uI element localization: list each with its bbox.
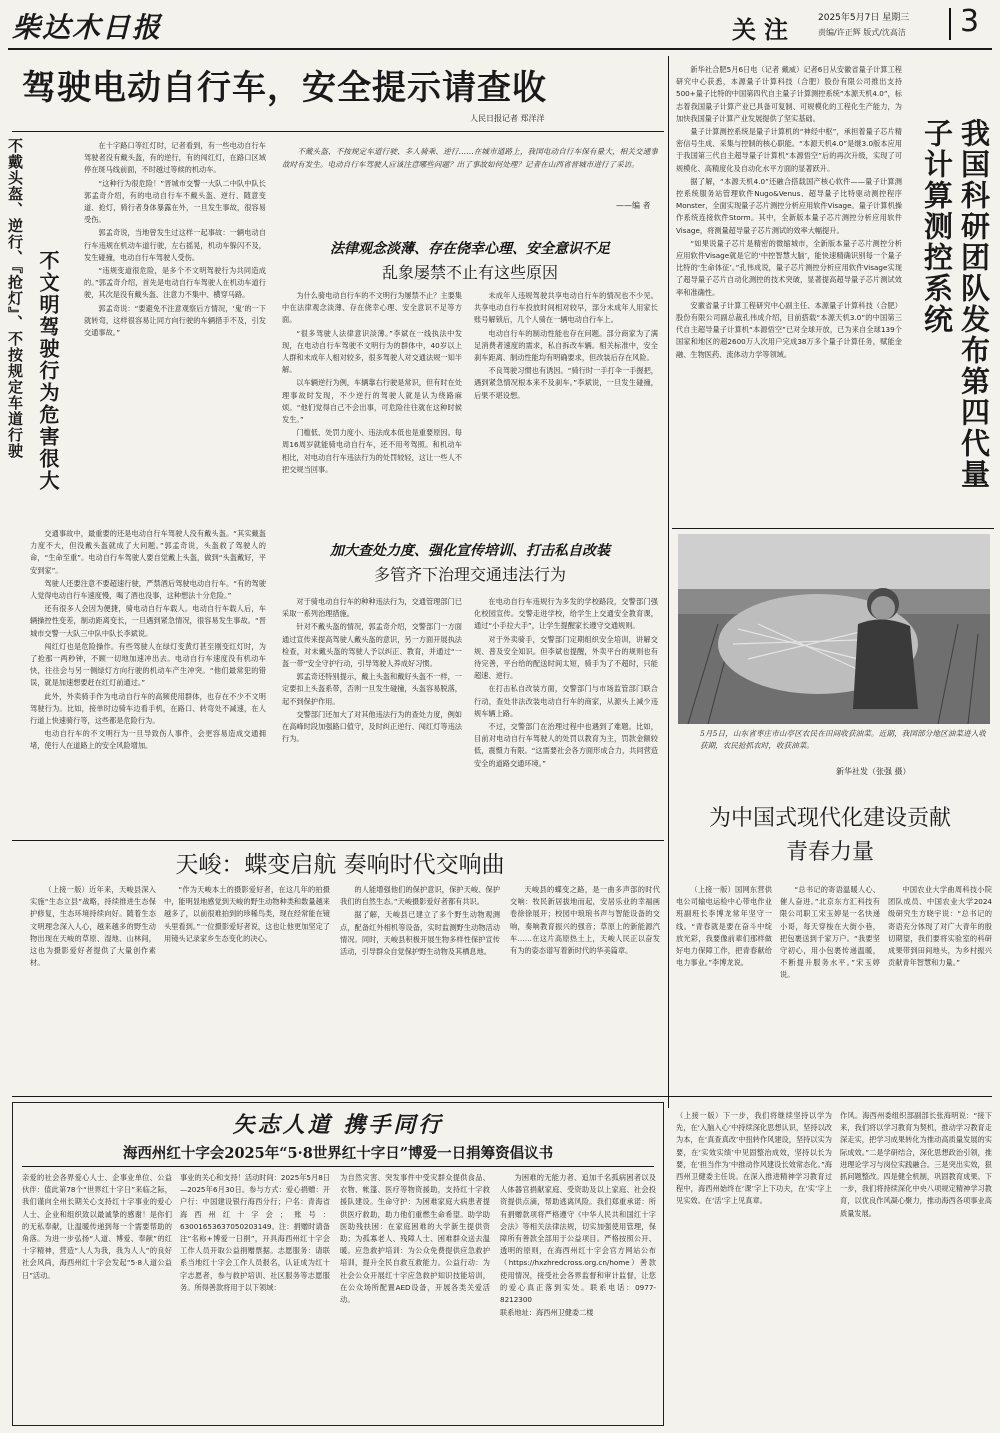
article5-col1: 亲爱的社会各界爱心人士、企事业单位、公益伙伴：值此第78个“世界红十字日”来临之际，我们谨向全州长期关心支持红十字事业的爱心人士、企业和组织致以最诚挚的感谢！是你们的无私奉献，让温暖传递到每一个需要帮助的角落。为进一步弘扬“人道、博爱、奉献”的红十字精神，营造“人人为我，我为人人”的良好社会风尚，海西州红十字会发起“5·8人道公益日”活动。: [22, 1173, 172, 1280]
paragraph: “很多驾驶人法律意识淡薄。”李斌在一线执法中发现，在电动自行车驾驶不文明行为的群体中，40岁以上人群和未成年人相对较多，很多驾驶人对交通法规一知半解。: [282, 328, 462, 375]
paper-name: 柴达木日报: [12, 11, 163, 44]
contact-address: 联系地址：海西州卫健委二楼: [500, 1308, 594, 1318]
article1-side-title-a: 不戴头盔、逆行、『抢灯』、不按规定车道行驶: [6, 138, 24, 459]
paragraph: 郭孟奇说，当地曾发生过这样一起事故：一辆电动自行车违规在机动车道行驶，左右摇晃，机动车躲闪不及，发生碰撞，电动自行车驾驶人受伤。: [84, 228, 266, 262]
paragraph: 交警部门还加大了对其他违法行为的查处力度，例如在高峰时段加强路口值守，及时纠正逆行、闯红灯等违法行为。: [282, 709, 462, 744]
article5-col4: [500, 1172, 656, 1420]
paragraph: 据了解，天峻县已建立了多个野生动物观测点，配备红外相机等设备，实时监测野生动物活动情况。同时，天峻县积极开展生物多样性保护宣传活动，引导群众自觉保护野生动物及其栖息地。: [340, 910, 500, 957]
paragraph: 的人能增强他们的保护意识，保护天峻、保护我们的自然生态。”天峻摄影爱好者都有共识。: [340, 885, 500, 907]
article5-col2: 事业的关心和支持！活动时间：2025年5月8日—2025年6月30日。参与方式：爱心捐赠：开户行：中国建设银行海西分行；户名：青海省海西州红十字会；账号：63001653637050203149。注：捐赠时请备注“名称+博爱一日捐”，开具海西州红十字会工作人员开取公益捐赠票据。志愿服务：请联系当地红十字会工作人员报名，认证成为红十字志愿者，参与救护培训、社区服务等志愿服务。所得善款将用于以下领域：: [180, 1173, 330, 1292]
sub2-title: 多管齐下治理交通违法行为: [373, 565, 566, 584]
paragraph: “这种行为很危险！”晋城市交警一大队二中队中队长郭孟奇介绍，有的电动自行车不戴头盔、逆行、随意变道、抢灯，骑行者身体暴露在外，一旦发生事故，很容易受伤。: [84, 178, 266, 225]
article5-headline: 海西州红十字会2025年“5·8世界红十字日”博爱一日捐筹资倡议书: [122, 1145, 554, 1162]
paragraph: 电动自行车的制动性能也存在问题。部分商家为了满足消费者速度的需求，私自拆改车辆。相关标准中，安全刹车距离、制动性能均有明确要求，但改装后存在风险。: [474, 328, 658, 363]
paragraph: 还有很多人会因为便捷，骑电动自行车载人。电动自行车载人后，车辆操控性变差，制动距离变长，一旦遇到紧急情况，很容易发生事故。“晋城市交警一大队三中队中队长李斌说。: [30, 604, 266, 638]
farmer-harvest-image: [678, 534, 990, 724]
article4-headline: 为中国式现代化建设贡献青春力量: [708, 806, 951, 865]
paragraph: 据了解，“本源天机4.0”还融合搭载国产核心软件——量子计算测控系统服务站管理软件Nugo&Venus、超导量子比特驱动测控程序Monster，全面实现量子芯片测控分析应用软件Visage。量子计算机操作系统连接软件Storm。其中，全新版本量子芯片测控分析应用软件Visage，将测量超导量子芯片测试的效率大幅提升。: [676, 176, 902, 235]
paragraph: 为困难的无能力者、追加千名孤病困者以及人体器官捐献家庭、受资助及以上家庭、社会投资提供点滴，帮助逃离风险。我们郑重承诺：所有捐赠款项将严格遵守《中华人民共和国红十字会法》等相关法律法规，切实加强使用管理，保障所有善款全部用于公益项目。严格按照公开、透明的原则，在海西州红十字会官方网站公布（https://hxzhredcross.org.cn/home）善款使用情况，接受社会各界监督和审计监督，让您的爱心真正落到实处。联系电话：0977-8212300: [500, 1173, 656, 1305]
article3-col3: [340, 884, 500, 1084]
photo-caption: 5月5日，山东省枣庄市山亭区农民在田间收获油菜。近期，我国部分地区油菜进入收获期，农民抢抓农时，收获油菜。: [700, 729, 986, 751]
paragraph: 在打击私自改装方面，交警部门与市场监管部门联合行动，查处非法改装电动自行车的商家，从源头上减少违规车辆上路。: [474, 684, 658, 718]
article6-col1: （上接一版）下一步，我们将继续坚持以学为先，在‘入脑入心’中持续深化思想认识，坚持以改为本，在‘真查真改’中扭转作风建设，坚持以实为要，在‘实效实绩’中见固整治成效，坚持以长为要，在‘担当作为’中推动作风建设长效常态化。”海西州卫健委主任说。在深入推进精神学习教育过程中，海西州始终在‘课’字上下功夫，在‘实’字上见实效。在‘活’字上见真章。: [676, 1111, 832, 1206]
paragraph: “如果说量子芯片是精密的微缩城市，全新版本量子芯片测控分析应用软件Visage就是它的‘中控智慧大脑’，能快速精确识别每一个量子比特的‘生命体征’。”孔伟成说，量子芯片测控分析应用软件Visage实现了超导量子芯片自动化测控的技术突破，显著提高超导量子芯片测试效率和准确性。: [676, 238, 902, 297]
paragraph: 郭孟奇说：“要避免不注意观察后方情况，‘鬼’的一下就转弯，这样很容易让同方向行驶的车辆措手不及，引发交通事故。”: [84, 303, 266, 338]
paragraph: 驾驶人还要注意不要超速行驶，严禁酒后驾驶电动自行车。“有的驾驶人觉得电动自行车速度慢，喝了酒也没事，这种想法十分危险。”: [30, 578, 266, 601]
paragraph: 为什么骑电动自行车的不文明行为屡禁不止？主要集中在法律观念淡薄、存在侥幸心理、安全意识不足等方面。: [282, 291, 462, 325]
lower-rule: [12, 1096, 992, 1097]
article5-kicker: 矢志人道 携手同行: [232, 1112, 444, 1138]
page-number: 3: [960, 4, 980, 39]
article2-bottom-rule: [672, 528, 994, 529]
article1-col1: [84, 140, 266, 524]
article4-col1: （上接一版）国网东营供电公司输电运检中心带电作业班副班长李博龙常年坚守一线。“青春就是要在奋斗中绽放光彩，我要像前辈们那样做好电力保障工作，把青春献给电力事业。”李博龙说。: [676, 885, 772, 968]
paragraph: 闯红灯也是危险操作。有些驾驶人在绿灯变黄灯甚至刚变红灯时，为了抢那一两秒钟，不顾一切地加速冲出去。电动自行车速度没有机动车快，往往会与另一侧绿灯方向行驶的机动车产生冲突。“他们最常犯的错误，就是加速想要赶在红灯前通过。”: [30, 641, 266, 688]
article1-side-title-b: 不文明驾驶行为危害很大: [36, 250, 60, 492]
article3-headline: 天峻：蝶变启航 奏响时代交响曲: [175, 852, 505, 878]
sub2-col1: [282, 596, 462, 832]
paragraph: 针对不戴头盔的情况，郭孟奇介绍，交警部门一方面通过宣传来提高驾驶人戴头盔的意识，另一方面开展执法检查，对未戴头盔的驾驶人予以纠正、教育，并通过“一盔一带”安全守护行动，引导驾驶人养成好习惯。: [282, 622, 462, 669]
paragraph: 不过，交警部门在治理过程中也遇到了难题。比如，目前对电动自行车驾驶人的处罚以教育为主，罚款金额较低，震慑力有限。“这需要社会各方面形成合力，共同营造安全的道路交通环境。”: [474, 722, 658, 768]
sub2-col2: [474, 596, 658, 832]
paragraph: 以车辆逆行为例，车辆靠右行驶是常识，但有时在处理事故时发现，不少逆行的驾驶人就是认为绕路麻烦。“他们觉得自己不会出事，可危险往往就在这种时候发生。”: [282, 378, 462, 425]
sub2-kicker: 加大查处力度、强化宣传培训、打击私自改装: [330, 543, 610, 559]
article1-headline: 驾驶电动自行车，安全提示请查收: [22, 68, 547, 108]
article1-top-rule: [12, 131, 664, 132]
photo-credit: 新华社发（张强 摄）: [836, 767, 911, 776]
paragraph: 不良驾驶习惯也有诱因。“骑行时一手打伞一手握把，遇到紧急情况根本来不及刹车。”李斌说，一旦发生碰撞，后果不堪设想。: [474, 366, 658, 400]
editors: 责编/许正辉 版式/沈高洁: [818, 28, 906, 37]
paragraph: 在十字路口等红灯时，记者看到，有一些电动自行车驾驶者没有戴头盔，有的逆行，有的闯红灯，在路口区域停在斑马线前面，不时越过等候的机动车。: [84, 141, 266, 175]
article3-col2: “作为天峻本土的摄影爱好者，在这几年的拍摄中，能明显地感觉到天峻的野生动物种类和数量越来越多了，以前很难拍到的珍稀鸟类，现在经常能在镜头里看到。”一位摄影爱好者说，这也让他更加坚定了用镜头记录家乡生态变化的决心。: [164, 885, 330, 943]
sub1-kicker: 法律观念淡薄、存在侥幸心理、安全意识不足: [330, 241, 610, 257]
harvest-photo: [678, 534, 990, 724]
article4-col3: 中国农业大学曲周科技小院团队成员、中国农业大学2024级研究生方晓宇说：“总书记的寄语充分体现了对广大青年的殷切期望，我们要将实验室的科研成果带到田间地头，为乡村振兴贡献青年智慧和力量。”: [888, 885, 992, 968]
article1-bottom-rule: [12, 840, 664, 841]
sub1-col1: [282, 290, 462, 516]
article1-byline: 人民日报记者 郑洋洋: [470, 114, 545, 123]
article2-body: [676, 64, 902, 524]
article2-headline: 我国科研团队发布第四代量子计算测控系统: [920, 118, 991, 490]
editor-note: ——编 者: [616, 201, 651, 210]
paragraph: 对于骑电动自行车的种种违法行为，交通管理部门已采取一系列治理措施。: [282, 597, 462, 619]
article5-rule: [22, 1166, 654, 1167]
paragraph: 交通事故中，最重要的还是电动自行车驾驶人没有戴头盔。“其实戴盔力度不大，但没戴头盔就成了大问题。”郭孟奇说，头盔救了驾驶人的命，“生命至重”。电动自行车驾驶人要自觉戴上头盔，做到“头盔戴好，平安到家”。: [30, 529, 266, 575]
paragraph: 电动自行车的不文明行为一旦导致伤人事件，会更容易造成交通拥堵，使行人在道路上的安全风险增加。: [30, 729, 266, 751]
paragraph: “违规变道很危险，是多个不文明驾驶行为共同造成的。”郭孟奇介绍，首先是电动自行车驾驶人在机动车道行驶，其次是没有戴头盔、注意力不集中、横穿马路。: [84, 266, 266, 300]
paragraph: 郭孟奇还特别提示，戴上头盔和戴好头盔不一样，一定要扣上头盔系带，否则一旦发生碰撞，头盔容易脱落，起不到保护作用。: [282, 672, 462, 706]
article1-intro: 不戴头盔、不按规定车道行驶、多人骑乘、逆行……在城市道路上，我国电动自行车保有量大，相关交通事故时有发生。电动自行车驾驶人应该注意哪些问题？出了事故如何处理？记者在山西省晋城市进行了采访。: [282, 147, 658, 169]
paragraph: 新华社合肥5月6日电（记者 戴威）记者6日从安徽省量子计算工程研究中心获悉，本源量子计算科技（合肥）股份有限公司推出支持500+量子比特的中国第四代自主量子计算测控系统“本源天机4.0”，标志着我国量子计算产业已具备可复制、可规模化的工程化生产能力，为加快我国量子计算产业发展提供了坚实基础。: [676, 65, 902, 123]
page-divider: [949, 8, 951, 40]
article3-col4: 天峻县的蝶变之路，是一曲多声部的时代交响：牧民新居拔地而起，安居乐业的幸福画卷徐徐展开；校园中琅琅书声与智能设备的交响，奏响教育振兴的强音；草原上的新能源汽车……在这片高原热土上，天峻人民正以奋发有为的姿态谱写着新时代的华美篇章。: [510, 885, 660, 956]
paragraph: 门槛低、处罚力度小、违法成本低也是重要原因。每周16周岁就能骑电动自行车，还不用考驾照。和机动车相比，对电动自行车违法行为的处罚较轻，这让一些人不把交规当回事。: [282, 428, 462, 474]
article1-col1b: [30, 528, 266, 838]
column-divider-main: [668, 56, 669, 1108]
section-title: 关注: [732, 15, 796, 44]
paragraph: 未成年人违规驾驶共享电动自行车的情况也不少见。共享电动自行车投放时间相对较早，部分未成年人用家长账号解锁后，几个人骑在一辆电动自行车上。: [474, 291, 658, 325]
paragraph: 安徽省量子计算工程研究中心副主任、本源量子计算科技（合肥）股份有限公司副总裁孔伟成介绍，目前搭载“本源天机3.0”的中国第三代自主超导量子计算机“本源悟空”已对全球开放，已为来自全球139个国家和地区的超2600万人次用户完成38万多个量子计算任务，赋能金融、生物医药、流体动力学等领域。: [676, 300, 902, 359]
sub1-title: 乱象屡禁不止有这些原因: [381, 263, 558, 282]
issue-date: 2025年5月7日 星期三: [818, 13, 910, 23]
masthead-rule: [8, 48, 992, 50]
paragraph: 在电动自行车违规行为多发的学校路段，交警部门强化校园宣传。交警走进学校，给学生上交通安全教育课，通过“小手拉大手”，让学生提醒家长遵守交通规则。: [474, 597, 658, 631]
paragraph: 对于外卖骑手，交警部门定期组织安全培训，讲解交规、普及安全知识。但李斌也提醒，外卖平台的规则也有待完善，平台给的配送时间太短，骑手为了不超时，只能超速、逆行。: [474, 634, 658, 681]
sub1-col2: [474, 290, 658, 516]
article3-col1: （上接一版）近年来，天峻县深入实施“生态立县”战略，持续推进生态保护修复，生态环境持续向好。随着生态文明理念深入人心，越来越多的野生动物出现在天峻的草原、湿地、山林间，这也为摄影爱好者提供了大量创作素材。: [30, 885, 156, 968]
article6-col2: 作风。海西州委组织部副部长张海明说：“接下来，我们将以学习教育为契机，推动学习教育走深走实，把学习成果转化为推动高质量发展的实际成效。”二是学研结合，深化思想政治引领，推进理论学习与岗位实践融合。三是突出实效，狠抓问题整改。四是健全机制，巩固教育成果。下一步，我们将持续深化中央八项规定精神学习教育，以优良作风凝心聚力，推动海西各项事业高质量发展。: [840, 1111, 992, 1218]
paragraph: 量子计算测控系统是量子计算机的“神经中枢”，承担着量子芯片精密信号生成、采集与控制的核心职能。“本源天机4.0”是继3.0版本应用于我国第三代自主超导量子计算机“本源悟空”后的再次升级，实现了可规模化、高精度化及自动化水平方面的显著跃升。: [676, 127, 902, 173]
article5-col3: 为自然灾害、突发事件中受灾群众提供食品、衣物、帐篷、医疗等物资援助，支持红十字救援队建设。生命守护：为困难家庭大病患者提供医疗救助，助力他们重燃生命希望。助学助医助残扶困：在家庭困难的大学新生提供资助；为孤寡老人、残障人士、困难群众送去温暖。应急救护培训：为公众免费提供应急救护培训，提升全民自救互救能力。公益行动：为社会公众开展红十字应急救护知识技能培训，在公众场所配置AED设备，开展各类关爱活动。: [340, 1173, 490, 1305]
masthead: [0, 0, 1000, 52]
paragraph: 此外，外卖骑手作为电动自行车的高频使用群体，也存在不少不文明驾驶行为。比如，接单时边骑车边看手机，在路口、转弯处不减速，在人行道上快速骑行等，这些都是危险行为。: [30, 691, 266, 726]
article4-col2: “总书记的寄语温暖人心、催人奋进。”北京东方汇科技有限公司职工宋玉婷是一名快递小哥，每天穿梭在大街小巷，把包裹送到千家万户。“我要坚守初心，用小包裹传递温暖，不断提升服务水平。”宋玉婷说。: [780, 885, 880, 980]
